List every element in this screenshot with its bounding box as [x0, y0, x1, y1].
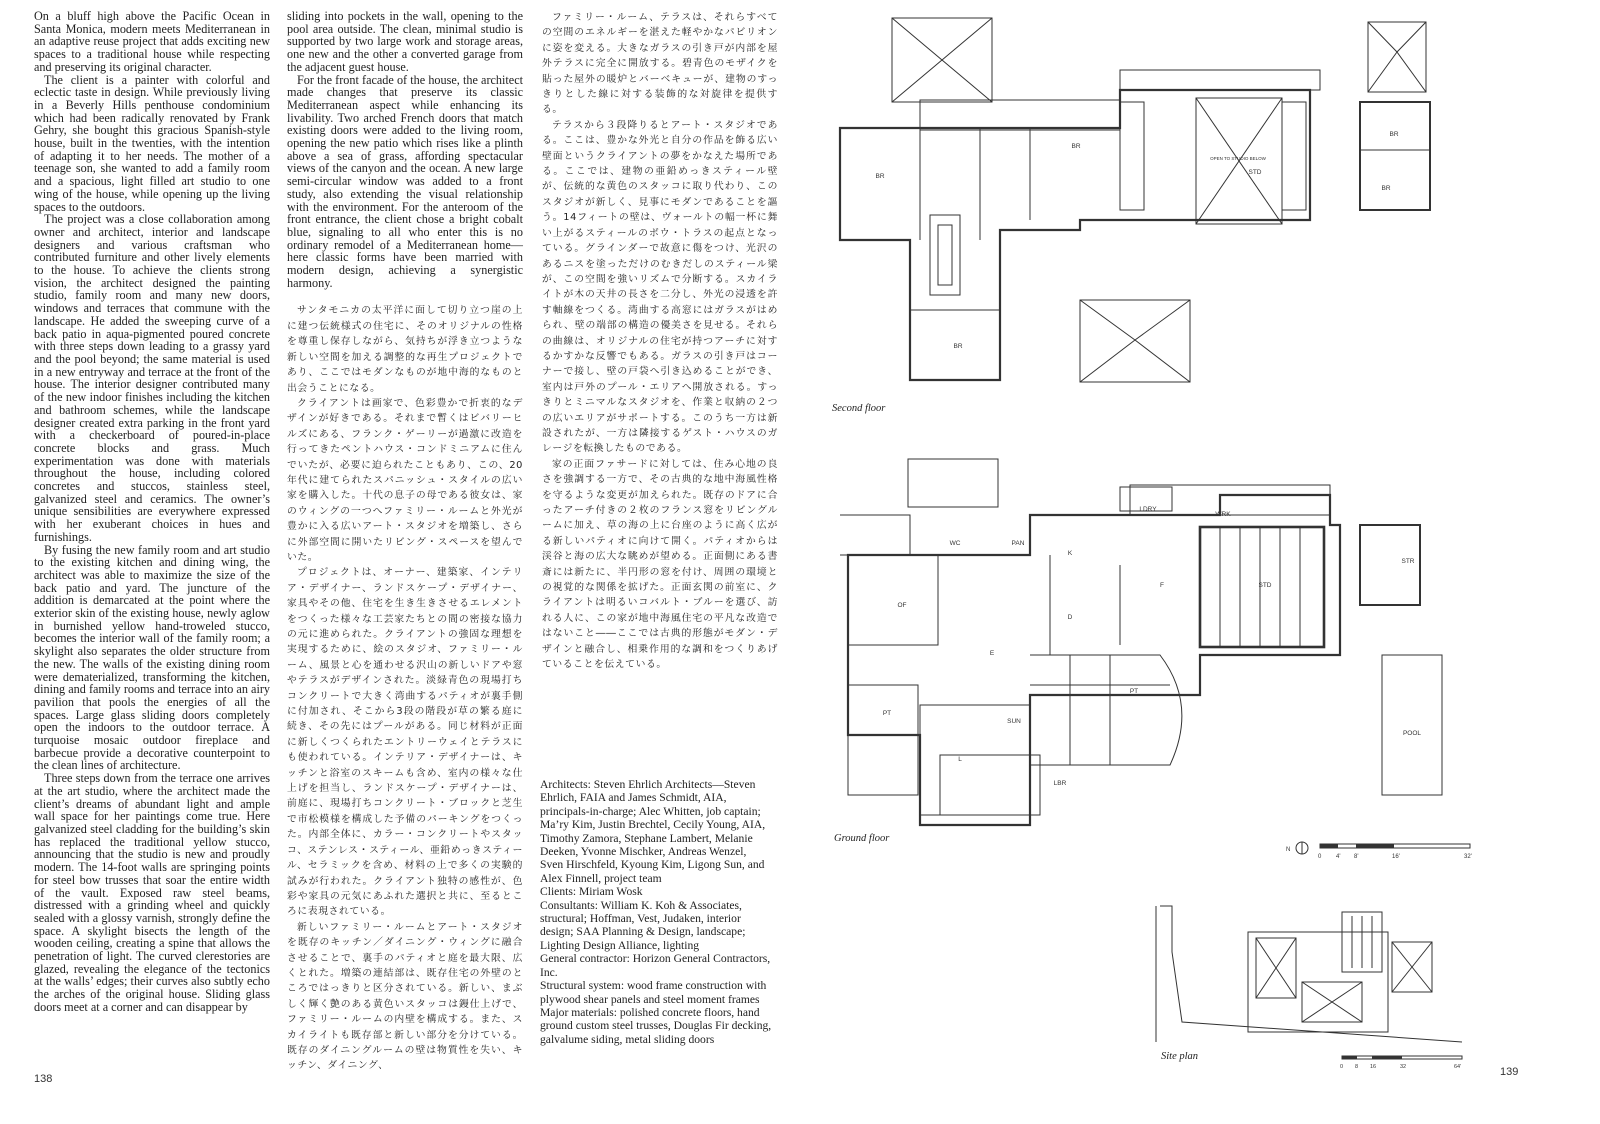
label-e: E	[989, 650, 995, 657]
credits-consultants: Consultants: William K. Koh & Associates, structural; Hoffman, Vest, Judaken, interior design; SAA Planning & Design, landscape; Lighting Design Alliance, lighting	[540, 898, 746, 952]
label-f: F	[1160, 582, 1164, 589]
label-k: K	[1067, 550, 1073, 557]
caption-ground-floor: Ground floor	[834, 833, 890, 844]
label-pan: PAN	[1011, 540, 1025, 547]
page-number-left: 138	[34, 1073, 53, 1085]
label-sun: SUN	[1007, 718, 1021, 725]
credits-clients: Clients: Miriam Wosk	[540, 885, 643, 899]
label-pool: POOL	[1402, 730, 1422, 737]
article-column-2	[287, 10, 523, 1074]
paragraph-jp: クライアントは画家で、色彩豊かで折衷的なデザインが好きである。それまで暫くはビバリーヒルズにある、フランク・ゲーリーが過激に改造を行ってきたペントハウス・コンドミニアムに住んでいたが、必要に迫られたこともあり、この、20年代に建てられたスパニッシュ・スタイルの広い家を購入した。十代の息子の母である彼女は、家のウィングの一つへファミリー・ルームと外光が豊かに入る広いアート・スタジオを増築し、さらに外部空間に開いたリビング・スペースを望んでいた。	[287, 397, 523, 563]
caption-second-floor: Second floor	[832, 403, 886, 414]
paragraph-jp: サンタモニカの太平洋に面して切り立つ崖の上に建つ伝統様式の住宅に、そのオリジナルの性格を尊重し保存しながら、気持ちが浮き立つような新しい空間を加える調整的な再生プロジェクトであり、ここではモダンなものが地中海的なものと出会うことになる。	[287, 305, 523, 394]
label-br: BR	[953, 343, 963, 350]
paragraph-jp: 家の正面ファサードに対しては、住み心地の良さを強調する一方で、その古典的な地中海風性格を守るような変更が加えられた。既存のドアに合ったアーチ付きの２枚のフランス窓をリビングルームに加え、草の海の上に台座のように高く広がる新しいパティオに向けて開く。パティオからは渓谷と海の広大な眺めが望める。正面側にある書斎には新たに、半円形の窓を付け、周囲の環境との視覚的な関係を拡げた。正面玄関の前室に、クライアントは明るいコバルト・ブルーを選び、訪れる人に、この家が地中海風住宅の平凡な改造ではないこと――ここでは古典的形態がモダン・デザインと融合し、相乗作用的な調和をつくりあげていることを伝えている。	[542, 458, 778, 671]
label-pt: PT	[882, 710, 892, 717]
paragraph: The client is a painter with colorful and eclectic taste in design. While previously living in a Beverly Hills penthouse condominium which had been radically renovated by Frank Gehry, she bought this gracious Spanish-style house, built in the twenties, with the intention of adapting it to her needs. The mother of a teenage son, she wanted to add a family room and a spacious, light filled art studio to one wing of the house, while opening up the living spaces to the outdoors.	[34, 72, 270, 214]
paragraph: For the front facade of the house, the architect made changes that preserve its classic Mediterranean aspect while enhancing its livability. Two arched French doors that match existing doors were added to the living room, opening the new patio which rises like a plinth above a sea of grass, affording spectacular views of the canyon and the ocean. A new large semi-circular window was added to a front study, also extending the visual relationship with the environment. For the anteroom of the front entrance, the client chose a bright cobalt blue, signaling to all who enter this is no ordinary remodel of a Mediterranean home—here classic forms have been married with modern design, achieving a synergistic harmony.	[287, 72, 523, 290]
label-std: STD	[1248, 169, 1262, 176]
paragraph: By fusing the new family room and art studio to the existing kitchen and dining wing, the architect was able to maximize the size of the back patio and yard. The juncture of the addition is demarcated at the point where the exterior skin of the existing house, newly aglow in burnished yellow hand-troweled stucco, becomes the interior wall of the family room; a skylight also separates the older structure from the new. The walls of the existing dining room were dematerialized, transforming the kitchen, dining and family rooms and terrace into an airy pavilion that pools the energies of all the spaces. Large glass sliding doors completely open the indoors to the outdoor terrace. A turquoise mosaic outdoor fireplace and barbecue provide a decorative counterpoint to the clean lines of architecture.	[34, 542, 270, 773]
paragraph-jp: ファミリー・ルーム、テラスは、それらすべての空間のエネルギーを湛えた軽やかなパビリオンに姿を変える。大きなガラスの引き戸が内部を屋外テラスに完全に開放する。碧青色のモザイクを貼った屋外の暖炉とバーベキューが、建物のすっきりとした線に対する装飾的な対旋律を提供する。	[542, 12, 778, 116]
scale-bar	[1280, 840, 1480, 870]
scale-tick: 32	[1400, 1064, 1407, 1070]
project-credits	[540, 778, 772, 1046]
label-br: BR	[875, 173, 885, 180]
paragraph: sliding into pockets in the wall, opening to the pool area outside. The clean, minimal studio is supported by two large work and storage areas, one new and the other a converted garage from the adjacent guest house.	[287, 9, 523, 74]
label-br: BR	[1389, 131, 1399, 138]
credits-contractor: General contractor: Horizon General Contractors, Inc.	[540, 952, 771, 979]
credits-structure: Structural system: wood frame construction with plywood shear panels and steel moment frames	[540, 979, 767, 1006]
paragraph-jp: テラスから３段降りるとアート・スタジオである。ここは、豊かな外光と自分の作品を飾る広い壁面というクライアントの夢をかなえた場所である。ここでは、建物の亜鉛めっきスティール壁が、伝統的な黄色のスタッコに取り代わり、このスタジオが新しく、見事にモダンであることを謳う。14フィートの壁は、ヴォールトの幅一杯に舞い上がるスティールのボウ・トラスの起点となっている。グラインダーで故意に傷をつけ、光沢のあるニスを塗っただけのむきだしのスティール梁が、この空間を強いリズムで分断する。スカイライトが木の天井の長さを二分し、外光の浸透を許す軸線をつくる。湾曲する高窓にはガラスがはめられ、壁の端部の構造の優美さを見せる。それらの曲線は、オリジナルの住宅が持つアーチに対するかすかな反響でもある。ガラスの引き戸はコーナーで接し、壁の戸袋へ引き込めることができ、室内は戸外のプール・エリアへ開放される。すっきりとミニマルなスタジオを、作業と収納の２つの広いエリアがサポートする。このうち一方は新設されたが、一方は隣接するゲスト・ハウスのガレージを転換したものである。	[542, 119, 778, 455]
scale-tick: 8'	[1354, 854, 1359, 860]
paragraph: The project was a close collaboration among owner and architect, interior and landscape designers and various craftsman who contributed furniture and other lively elements to the house. To achieve the clients strong vision, the architect designed the painting studio, family room and many new doors, windows and terraces that commune with the landscape. He added the sweeping curve of a back patio in aqua-pigmented poured concrete with three steps down leading to a grassy yard and the pool beyond; the same material is used in a new entryway and terrace at the front of the house. The interior designer contributed many of the new indoor finishes including the kitchen and bathroom schemes, while the landscape designer created extra parking in the front yard with a checkerboard of poured-in-place concrete blocks and grass. Much experimentation was done with materials throughout the house, including colored concretes and stuccos, stainless steel, galvanized steel and ceramics. The owner’s unique sensibilities are everywhere expressed with her exuberant choices in hues and furnishings.	[34, 212, 270, 544]
credits-architects: Architects: Steven Ehrlich Architects—Steven Ehrlich, FAIA and James Schmidt, AIA, principals-in-charge; Alec Whitten, job captain; Ma’ry Kim, Justin Brechtel, Cecily Young, AIA, Timothy Zamora, Stephane Lambert, Melanie Deeken, Yvonne Mischker, Andreas Wenzel, Sven Hirschfeld, Kyoung Kim, Ligong Sun, and Alex Finnell, project team	[540, 778, 766, 885]
site-scale-bar	[1340, 1054, 1470, 1076]
page-number-right: 139	[1500, 1066, 1519, 1078]
scale-tick: 16	[1370, 1064, 1377, 1070]
label-wc: WC	[949, 540, 961, 547]
label-ldry: LDRY	[1139, 506, 1157, 513]
label-lbr: LBR	[1053, 780, 1067, 787]
label-wrk: WRK	[1215, 511, 1231, 518]
second-floor-plan	[820, 10, 1440, 405]
label-open-to-studio: OPEN TO STUDIO BELOW	[1210, 156, 1266, 161]
paragraph: On a bluff high above the Pacific Ocean in Santa Monica, modern meets Mediterranean in an adaptive reuse project that adds exciting new spaces to a traditional house while respecting and preserving its original character.	[34, 9, 270, 74]
article-column-1	[34, 10, 270, 1014]
scale-tick: 32'	[1464, 854, 1472, 860]
ground-floor-plan	[820, 455, 1460, 835]
scale-tick: 16'	[1392, 854, 1400, 860]
japanese-text-block	[287, 303, 523, 1073]
label-std: STD	[1258, 582, 1272, 589]
article-column-3-jp	[542, 10, 778, 672]
paragraph: Three steps down from the terrace one arrives at the art studio, where the architect made the client’s dreams of abundant light and ample wall space for her paintings come true. Here galvanized steel cladding for the building’s skin has replaced the traditional yellow stucco, announcing that the studio is new and proudly modern. The 14-foot walls are springing points for steel bow trusses that soar the entire width of the vault. Exposed raw steel beams, distressed with a grinding wheel and quickly sealed with a glossy varnish, strongly define the space. A skylight bisects the length of the wooden ceiling, creating a spine that allows the penetration of light. The curved clerestories are glazed, revealing the elegance of the tectonics at the walls’ edges; their curves also subtly echo the arches of the original house. Sliding glass doors meet at a corner and can disappear by	[34, 771, 270, 1014]
credits-materials: Major materials: polished concrete floors, hand ground custom steel trusses, Douglas Fir decking, galvalume siding, metal sliding doors	[540, 1005, 772, 1046]
paragraph-jp: 新しいファミリー・ルームとアート・スタジオを既存のキッチン／ダイニング・ウィングに融合させることで、裏手のパティオと庭を最大限、広くとれた。増築の連結部は、既存住宅の外壁のところではっきりと区分されている。新しい、まぶしく輝く艶のある黄色いスタッコは鏝仕上げで、ファミリー・ルームの内壁を構成する。また、スカイライトも既存部と新しい部分を分けている。既存のダイニングルームの壁は物質性を失い、キッチン、ダイニング、	[287, 921, 523, 1072]
site-plan	[1152, 902, 1472, 1052]
paragraph-jp: プロジェクトは、オーナー、建築家、インテリア・デザイナー、ランドスケープ・デザイナー、家具やその他、住宅を生き生きさせるエレメントをつくった様々な工芸家たちとの間の密接な協力の元に進められた。クライアントの強固な理想を実現するために、絵のスタジオ、ファミリー・ルーム、風景と心を通わせる沢山の新しいドアや窓やテラスがデザインされた。淡緑青色の現場打ちコンクリートで大きく湾曲するパティオが裏手側に付加され、そこから3段の階段が草の繁る庭に続き、その先にはプールがある。同じ材料が正面に新しくつくられたエントリーウェイとテラスにも使われている。インテリア・デザイナーは、キッチンと浴室のスキームも含め、室内の様々な仕上げを担当し、ランドスケープ・デザイナーは、前庭に、現場打ちコンクリート・ブロックと芝生で市松模様を構成した予備のパーキングをつくった。内部全体に、カラー・コンクリートやスタッコ、ステンレス・スティール、亜鉛めっきスティール、セラミックを含め、材料の上で多くの実験的試みが行われた。クライアント独特の感性が、色彩や家具の元気にあふれた選択と共に、至るところに表現されている。	[287, 567, 523, 918]
label-br: BR	[1381, 185, 1391, 192]
label-str: STR	[1401, 558, 1415, 565]
north-label: N	[1286, 847, 1291, 853]
label-br: BR	[1071, 143, 1081, 150]
label-l: L	[958, 756, 962, 763]
label-pt: PT	[1129, 688, 1139, 695]
scale-tick: 4'	[1336, 854, 1341, 860]
caption-site-plan: Site plan	[1161, 1051, 1199, 1062]
label-of: OF	[897, 602, 907, 609]
scale-tick: 0	[1340, 1064, 1344, 1070]
scale-tick: 8	[1355, 1064, 1359, 1070]
label-d: D	[1067, 614, 1073, 621]
scale-tick: 0	[1318, 854, 1322, 860]
scale-tick: 64'	[1454, 1064, 1462, 1070]
